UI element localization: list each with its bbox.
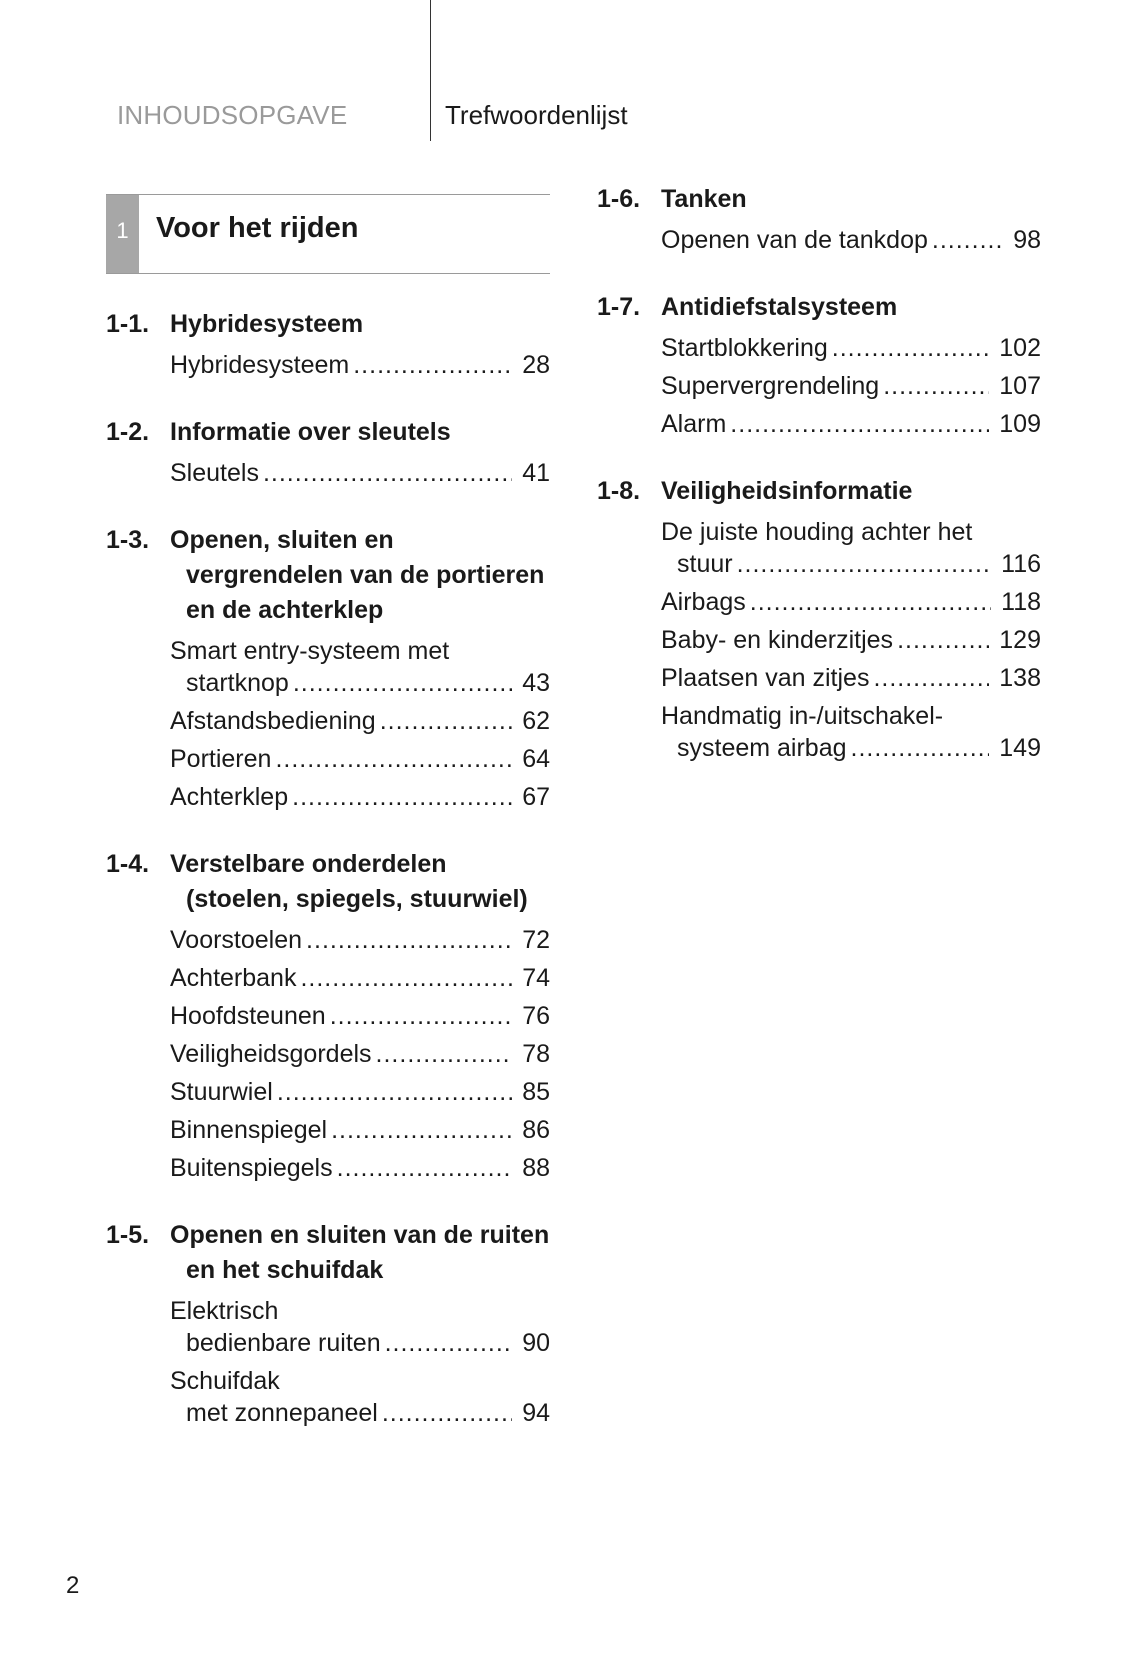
entry-page-number: 72	[522, 926, 550, 954]
entry-text: Handmatig in-/uitschakel-	[661, 702, 944, 730]
toc-entry[interactable]	[170, 1295, 550, 1359]
section-heading[interactable]	[597, 474, 1041, 509]
entry-line	[170, 667, 550, 699]
entry-text: Achterbank	[170, 964, 297, 992]
entry-text: De juiste houding achter het	[661, 518, 973, 546]
entry-line	[170, 1000, 550, 1032]
section-title: Veiligheidsinformatie	[661, 477, 913, 505]
entry-line	[661, 732, 1041, 764]
entry-line	[170, 457, 550, 489]
toc-entry[interactable]	[661, 224, 1041, 256]
dot-leader	[275, 743, 512, 775]
tab-index[interactable]: Trefwoordenlijst	[445, 100, 628, 130]
entry-page-number: 94	[522, 1399, 550, 1427]
dot-leader	[832, 332, 990, 364]
entry-text: Startblokkering	[661, 334, 828, 362]
dot-leader	[737, 548, 992, 580]
entry-page-number: 98	[1013, 226, 1041, 254]
toc-entry[interactable]	[661, 662, 1041, 694]
entry-page-number: 41	[522, 459, 550, 487]
entry-line	[170, 705, 550, 737]
section-title: Tanken	[661, 185, 747, 213]
section-number: 1-4.	[106, 850, 150, 878]
page-number: 2	[66, 1572, 80, 1599]
section-title: Antidiefstalsysteem	[661, 293, 898, 321]
tab-bar	[0, 0, 1142, 145]
entry-text: systeem airbag	[677, 734, 847, 762]
entry-text: Buitenspiegels	[170, 1154, 333, 1182]
toc-entry[interactable]	[661, 700, 1041, 764]
dot-leader	[277, 1076, 512, 1108]
entry-line	[661, 370, 1041, 402]
entry-line	[661, 662, 1041, 694]
entry-page-number: 43	[522, 669, 550, 697]
entry-text: Achterklep	[170, 783, 289, 811]
entry-page-number: 109	[999, 410, 1041, 438]
toc-entry[interactable]	[170, 1114, 550, 1146]
entry-page-number: 116	[1001, 550, 1041, 578]
entry-list	[170, 349, 550, 381]
entry-text: Hoofdsteunen	[170, 1002, 326, 1030]
entry-text: Binnenspiegel	[170, 1116, 328, 1144]
dot-leader	[306, 924, 512, 956]
section-heading[interactable]	[597, 290, 1041, 325]
entry-text: Stuurwiel	[170, 1078, 273, 1106]
entry-list	[661, 224, 1041, 256]
dot-leader	[293, 667, 512, 699]
dot-leader	[380, 705, 512, 737]
entry-text: Voorstoelen	[170, 926, 303, 954]
entry-line	[661, 224, 1041, 256]
entry-line	[170, 349, 550, 381]
toc-entry[interactable]	[170, 924, 550, 956]
tab-contents[interactable]: INHOUDSOPGAVE	[117, 100, 348, 130]
toc-entry[interactable]	[661, 370, 1041, 402]
entry-page-number: 76	[522, 1002, 550, 1030]
entry-text: Alarm	[661, 410, 727, 438]
entry-line	[170, 1038, 550, 1070]
section-title: Openen, sluiten en vergrendelen van de portieren en de achterklep	[170, 526, 545, 624]
entry-text: Schuifdak	[170, 1367, 280, 1395]
entry-line	[170, 1397, 550, 1429]
entry-page-number: 107	[999, 372, 1041, 400]
dot-leader	[331, 1114, 512, 1146]
toc-entry[interactable]	[661, 408, 1041, 440]
entry-line	[661, 332, 1041, 364]
toc-section	[106, 847, 550, 1184]
entry-text: stuur	[677, 550, 733, 578]
dot-leader	[376, 1038, 512, 1070]
section-number: 1-8.	[597, 477, 641, 505]
section-heading[interactable]	[106, 847, 550, 917]
entry-line	[170, 1327, 550, 1359]
toc-section	[106, 1218, 550, 1429]
section-title: Hybridesysteem	[170, 310, 364, 338]
entry-text: Portieren	[170, 745, 272, 773]
entry-line	[170, 781, 550, 813]
entry-page-number: 138	[999, 664, 1041, 692]
dot-leader	[263, 457, 512, 489]
section-title: Openen en sluiten van de ruiten en het schuifdak	[170, 1221, 550, 1284]
section-number: 1-3.	[106, 526, 150, 554]
toc-entry[interactable]	[661, 516, 1041, 580]
dot-leader	[353, 349, 512, 381]
section-number: 1-6.	[597, 185, 641, 213]
entry-text: Baby- en kinderzitjes	[661, 626, 894, 654]
entry-page-number: 67	[522, 783, 550, 811]
dot-leader	[851, 732, 990, 764]
dot-leader	[330, 1000, 512, 1032]
entry-line	[661, 408, 1041, 440]
entry-text: Plaatsen van zitjes	[661, 664, 870, 692]
toc-section	[597, 290, 1041, 440]
entry-text: Supervergrendeling	[661, 372, 880, 400]
entry-line	[170, 1076, 550, 1108]
entry-text: met zonnepaneel	[186, 1399, 378, 1427]
section-heading[interactable]	[106, 415, 550, 450]
entry-page-number: 62	[522, 707, 550, 735]
entry-text: Sleutels	[170, 459, 259, 487]
toc-entry[interactable]	[170, 635, 550, 699]
entry-line	[661, 548, 1041, 580]
section-number: 1-1.	[106, 310, 150, 338]
entry-line	[170, 962, 550, 994]
toc-column-left	[106, 307, 550, 1463]
toc-entry[interactable]	[170, 1076, 550, 1108]
toc-entry[interactable]	[170, 781, 550, 813]
dot-leader	[292, 781, 512, 813]
entry-text: Veiligheidsgordels	[170, 1040, 372, 1068]
toc-entry[interactable]	[170, 457, 550, 489]
dot-leader	[873, 662, 989, 694]
entry-text: startknop	[186, 669, 289, 697]
dot-leader	[730, 408, 989, 440]
entry-page-number: 64	[522, 745, 550, 773]
toc-entry[interactable]	[170, 1152, 550, 1184]
toc-entry[interactable]	[170, 1038, 550, 1070]
entry-line	[170, 743, 550, 775]
entry-text: Elektrisch	[170, 1297, 279, 1325]
toc-section	[597, 474, 1041, 764]
section-heading[interactable]	[106, 307, 550, 342]
entry-text: Airbags	[661, 588, 746, 616]
entry-page-number: 88	[522, 1154, 550, 1182]
tab-divider	[430, 0, 431, 141]
toc-section	[597, 182, 1041, 256]
entry-page-number: 28	[522, 351, 550, 379]
toc-entry[interactable]	[661, 586, 1041, 618]
dot-leader	[382, 1397, 512, 1429]
dot-leader	[883, 370, 989, 402]
entry-list	[170, 1295, 550, 1429]
section-title: Verstelbare onderdelen (stoelen, spiegels, stuurwiel)	[170, 850, 528, 913]
entry-text: Afstandsbediening	[170, 707, 376, 735]
section-number: 1-5.	[106, 1221, 150, 1249]
toc-entry[interactable]	[170, 349, 550, 381]
entry-text: Hybridesysteem	[170, 351, 350, 379]
section-heading[interactable]	[597, 182, 1041, 217]
entry-list	[170, 457, 550, 489]
entry-page-number: 129	[999, 626, 1041, 654]
entry-line	[661, 624, 1041, 656]
toc-column-right	[597, 182, 1041, 798]
section-number: 1-2.	[106, 418, 150, 446]
dot-leader	[750, 586, 991, 618]
entry-page-number: 85	[522, 1078, 550, 1106]
toc-entry[interactable]	[170, 743, 550, 775]
toc-section	[106, 307, 550, 381]
entry-text: Smart entry-systeem met	[170, 637, 450, 665]
section-number: 1-7.	[597, 293, 641, 321]
dot-leader	[300, 962, 512, 994]
dot-leader	[897, 624, 989, 656]
toc-entry[interactable]	[661, 624, 1041, 656]
chapter-number: 1	[106, 195, 139, 273]
entry-page-number: 149	[999, 734, 1041, 762]
toc-section	[106, 415, 550, 489]
entry-line	[170, 1152, 550, 1184]
entry-list	[170, 635, 550, 813]
toc-section	[106, 523, 550, 813]
entry-list	[661, 516, 1041, 764]
entry-line	[170, 1114, 550, 1146]
chapter-title: Voor het rijden	[156, 212, 359, 244]
toc-entry[interactable]	[170, 1000, 550, 1032]
entry-page-number: 102	[999, 334, 1041, 362]
entry-text: bedienbare ruiten	[186, 1329, 381, 1357]
toc-entry[interactable]	[661, 332, 1041, 364]
entry-page-number: 78	[522, 1040, 550, 1068]
section-heading[interactable]	[106, 523, 550, 628]
entry-list	[661, 332, 1041, 440]
toc-entry[interactable]	[170, 962, 550, 994]
chapter-header	[106, 194, 550, 274]
entry-list	[170, 924, 550, 1184]
entry-line	[170, 924, 550, 956]
toc-entry[interactable]	[170, 705, 550, 737]
section-heading[interactable]	[106, 1218, 550, 1288]
dot-leader	[932, 224, 1003, 256]
entry-page-number: 86	[522, 1116, 550, 1144]
entry-page-number: 118	[1001, 588, 1041, 616]
entry-line	[661, 586, 1041, 618]
entry-page-number: 74	[522, 964, 550, 992]
dot-leader	[337, 1152, 512, 1184]
toc-entry[interactable]	[170, 1365, 550, 1429]
entry-page-number: 90	[522, 1329, 550, 1357]
entry-text: Openen van de tankdop	[661, 226, 928, 254]
section-title: Informatie over sleutels	[170, 418, 451, 446]
dot-leader	[385, 1327, 512, 1359]
